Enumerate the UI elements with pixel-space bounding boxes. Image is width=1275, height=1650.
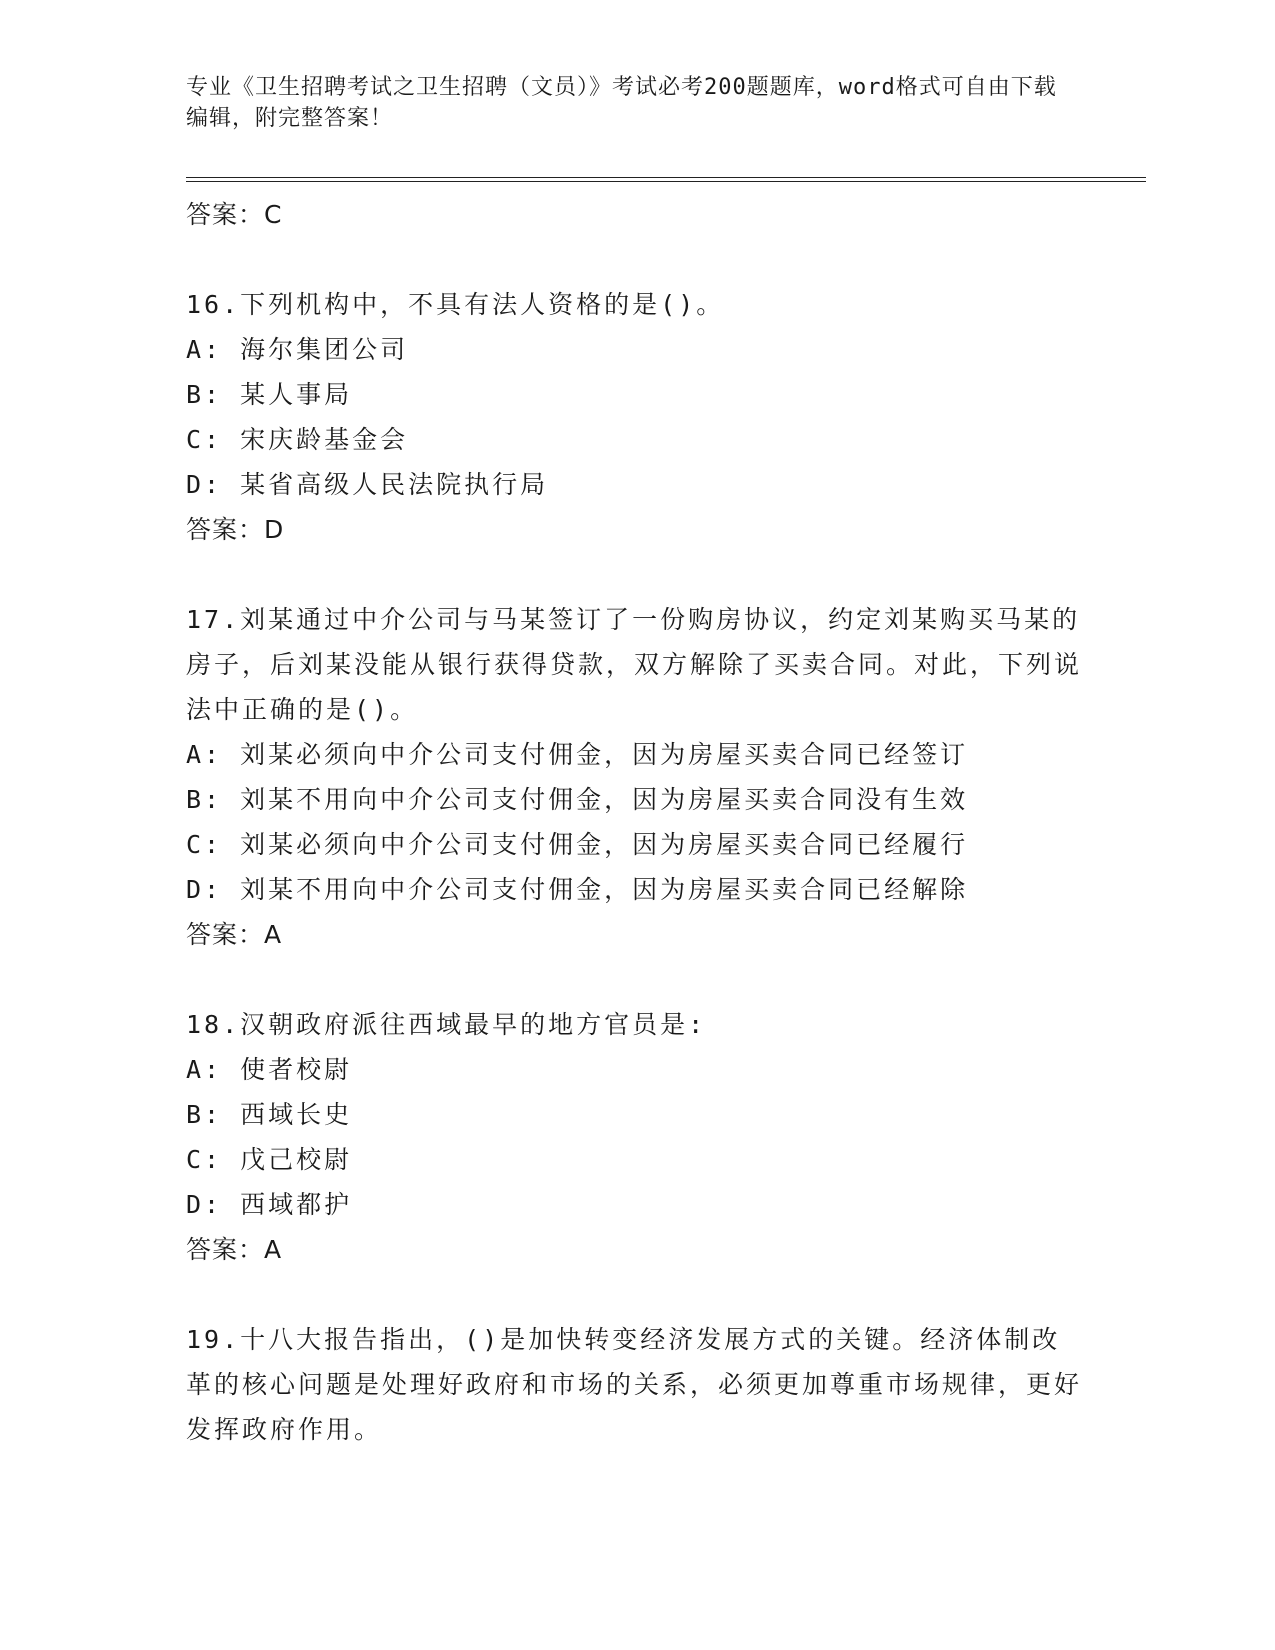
option-a: A: 刘某必须向中介公司支付佣金，因为房屋买卖合同已经签订 [186, 740, 969, 769]
answer-value: A [264, 920, 283, 949]
option-d: D: 某省高级人民法院执行局 [186, 470, 549, 499]
answer-line [186, 1227, 1086, 1272]
question-18 [186, 1002, 1086, 1272]
answer-label: 答案： [186, 1235, 265, 1264]
answer-value: D [264, 515, 285, 544]
option-c: C: 宋庆龄基金会 [186, 425, 409, 454]
answer-label: 答案： [186, 515, 265, 544]
option-b: B: 某人事局 [186, 380, 353, 409]
header-divider-bottom [186, 181, 1146, 182]
question-stem: 16.下列机构中，不具有法人资格的是()。 [186, 290, 725, 319]
answer-label: 答案： [186, 920, 265, 949]
question-17 [186, 597, 1086, 957]
question-stem: 19.十八大报告指出，()是加快转变经济发展方式的关键。经济体制改革的核心问题是处理好政府和市场的关系，必须更加尊重市场规律，更好发挥政府作用。 [186, 1325, 1083, 1444]
answer-line [186, 912, 1086, 957]
answer-value: C [264, 200, 283, 229]
option-a: A: 使者校尉 [186, 1055, 353, 1084]
option-d: D: 刘某不用向中介公司支付佣金，因为房屋买卖合同已经解除 [186, 875, 969, 904]
answer-value: A [264, 1235, 283, 1264]
option-c: C: 刘某必须向中介公司支付佣金，因为房屋买卖合同已经履行 [186, 830, 969, 859]
option-a: A: 海尔集团公司 [186, 335, 409, 364]
option-c: C: 戊己校尉 [186, 1145, 353, 1174]
answer-label: 答案： [186, 200, 265, 229]
page-header: 专业《卫生招聘考试之卫生招聘（文员）》考试必考200题题库，word格式可自由下载编辑，附完整答案！ [186, 75, 1057, 131]
option-d: D: 西域都护 [186, 1190, 353, 1219]
question-stem: 17.刘某通过中介公司与马某签订了一份购房协议，约定刘某购买马某的房子，后刘某没能从银行获得贷款，双方解除了买卖合同。对此，下列说法中正确的是()。 [186, 605, 1083, 724]
question-stem: 18.汉朝政府派往西域最早的地方官员是: [186, 1010, 707, 1039]
question-list [186, 192, 1086, 1497]
question-19 [186, 1317, 1086, 1452]
answer-line [186, 507, 1086, 552]
question-16 [186, 282, 1086, 552]
header-divider-top [186, 177, 1146, 178]
option-b: B: 刘某不用向中介公司支付佣金，因为房屋买卖合同没有生效 [186, 785, 969, 814]
option-b: B: 西域长史 [186, 1100, 353, 1129]
previous-answer [186, 192, 1086, 237]
